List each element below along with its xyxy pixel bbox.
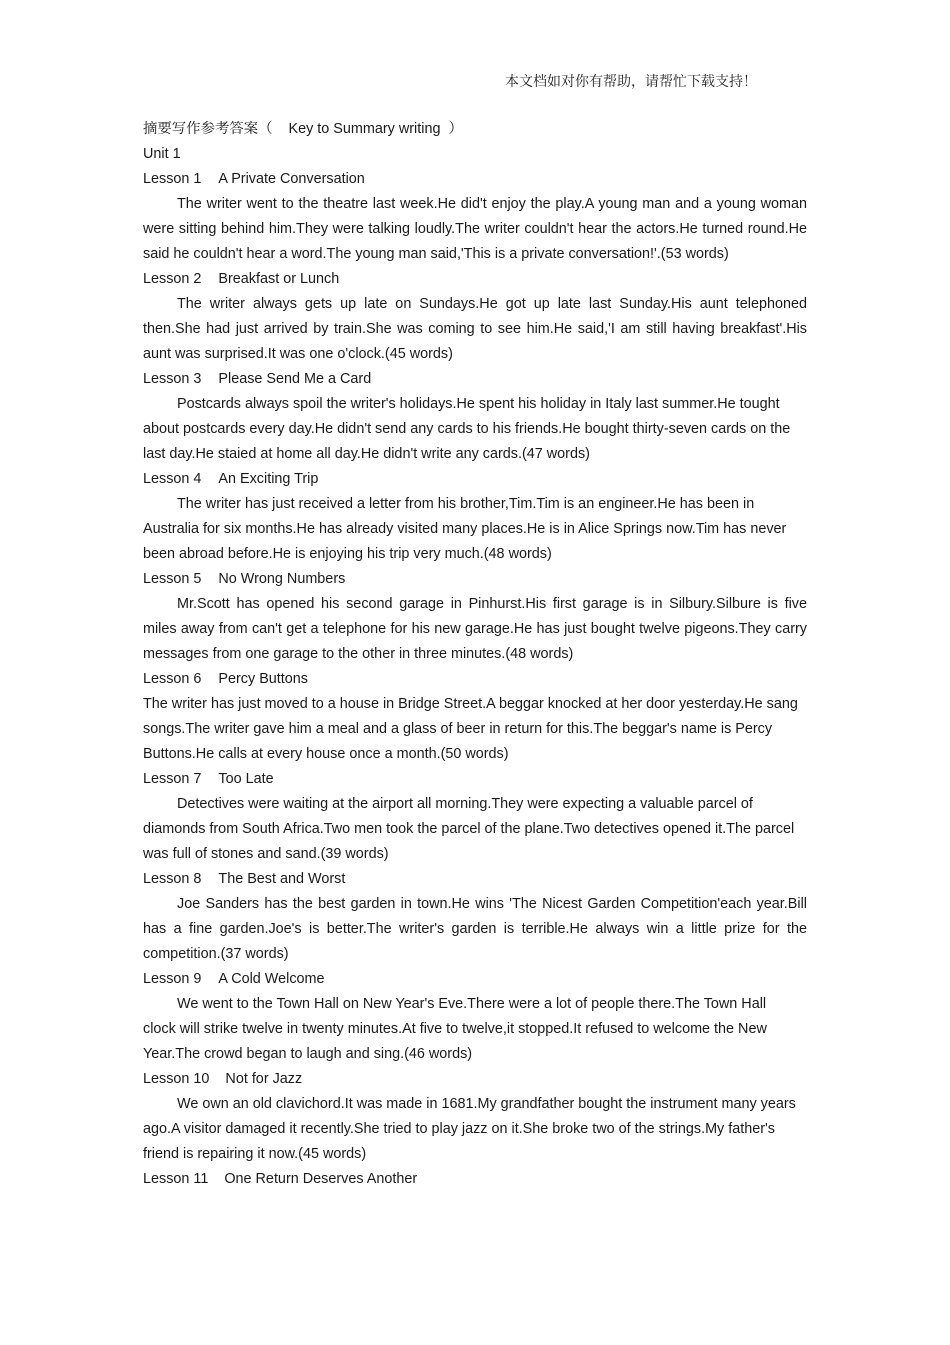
lesson-4 [143,467,807,567]
lesson-heading [143,1067,807,1092]
lesson-3 [143,367,807,467]
lesson-summary: The writer has just moved to a house in Bridge Street.A beggar knocked at her door yesterday.He sang songs.The writer gave him a meal and a glass of beer in return for this.The beggar's name is Percy Buttons.He calls at every house once a month.(50 words) [143,696,798,762]
lesson-title: Please Send Me a Card [218,371,372,387]
lesson-5 [143,567,807,667]
lesson-number: Lesson 8 [143,871,202,887]
lesson-heading [143,467,807,492]
lesson-summary: The writer went to the theatre last week.He did't enjoy the play.A young man and a young woman were sitting behind him.They were talking loudly.The writer couldn't hear the actors.He turned round.He said he couldn't hear a word.The young man said,'This is a private conversation!'.(53 words) [143,196,807,262]
lesson-number: Lesson 2 [143,271,202,287]
lesson-heading [143,567,807,592]
lesson-number: Lesson 7 [143,771,202,787]
lesson-heading [143,267,807,292]
lesson-11 [143,1167,807,1192]
lesson-number: Lesson 4 [143,471,202,487]
lesson-title: Breakfast or Lunch [218,271,340,287]
lesson-title: Not for Jazz [225,1071,303,1087]
lesson-summary: Joe Sanders has the best garden in town.He wins 'The Nicest Garden Competition'each year.Bill has a fine garden.Joe's is better.The writer's garden is terrible.He always win a little prize for the competition.(37 words) [143,896,807,962]
lesson-title: Too Late [218,771,274,787]
lesson-summary: We own an old clavichord.It was made in 1681.My grandfather bought the instrument many years ago.A visitor damaged it recently.She tried to play jazz on it.She broke two of the strings.My father's friend is repairing it now.(45 words) [143,1096,796,1162]
lesson-title: One Return Deserves Another [224,1171,418,1187]
lesson-title: A Private Conversation [218,171,365,187]
lesson-heading [143,867,807,892]
lesson-8 [143,867,807,967]
lesson-heading [143,167,807,192]
lesson-summary: The writer has just received a letter from his brother,Tim.Tim is an engineer.He has been in Australia for six months.He has already visited many places.He is in Alice Springs now.Tim has never been abroad before.He is enjoying his trip very much.(48 words) [143,496,787,562]
lesson-7 [143,767,807,867]
lesson-summary: The writer always gets up late on Sundays.He got up late last Sunday.His aunt telephoned then.She had just arrived by train.She was coming to see him.He said,'I am still having breakfast'.His aunt was surprised.It was one o'clock.(45 words) [143,296,807,362]
document-body [143,117,807,1192]
lesson-number: Lesson 9 [143,971,202,987]
lesson-title: An Exciting Trip [218,471,319,487]
lesson-6 [143,667,807,767]
lesson-number: Lesson 6 [143,671,202,687]
document-title: 摘要写作参考答案（ Key to Summary writing ） [143,121,463,137]
lesson-number: Lesson 11 [143,1171,209,1187]
lesson-heading [143,667,807,692]
lesson-summary: We went to the Town Hall on New Year's Eve.There were a lot of people there.The Town Hall clock will strike twelve in twenty minutes.At five to twelve,it stopped.It refused to welcome the New Year.The crowd began to laugh and sing.(46 words) [143,996,767,1062]
lesson-number: Lesson 10 [143,1071,210,1087]
lesson-1 [143,167,807,267]
lesson-number: Lesson 1 [143,171,202,187]
lesson-summary: Postcards always spoil the writer's holidays.He spent his holiday in Italy last summer.He tought about postcards every day.He didn't send any cards to his friends.He bought thirty-seven cards on the last day.He staied at home all day.He didn't write any cards.(47 words) [143,396,791,462]
lesson-title: No Wrong Numbers [218,571,346,587]
lesson-heading [143,1167,807,1192]
header-note: 本文档如对你有帮助，请帮忙下载支持！ [505,74,757,90]
lesson-2 [143,267,807,367]
lesson-number: Lesson 3 [143,371,202,387]
lesson-title: A Cold Welcome [218,971,325,987]
unit-label: Unit 1 [143,146,181,162]
lesson-summary: Mr.Scott has opened his second garage in Pinhurst.His first garage is in Silbury.Silbure is five miles away from can't get a telephone for his new garage.He has just bought twelve pigeons.They carry messages from one garage to the other in three minutes.(48 words) [143,596,807,662]
lesson-summary: Detectives were waiting at the airport all morning.They were expecting a valuable parcel of diamonds from South Africa.Two men took the parcel of the plane.Two detectives opened it.The parcel was full of stones and sand.(39 words) [143,796,795,862]
lesson-heading [143,767,807,792]
lesson-number: Lesson 5 [143,571,202,587]
lesson-9 [143,967,807,1067]
lesson-10 [143,1067,807,1167]
lesson-title: Percy Buttons [218,671,308,687]
lesson-heading [143,967,807,992]
lesson-heading [143,367,807,392]
lesson-title: The Best and Worst [218,871,346,887]
